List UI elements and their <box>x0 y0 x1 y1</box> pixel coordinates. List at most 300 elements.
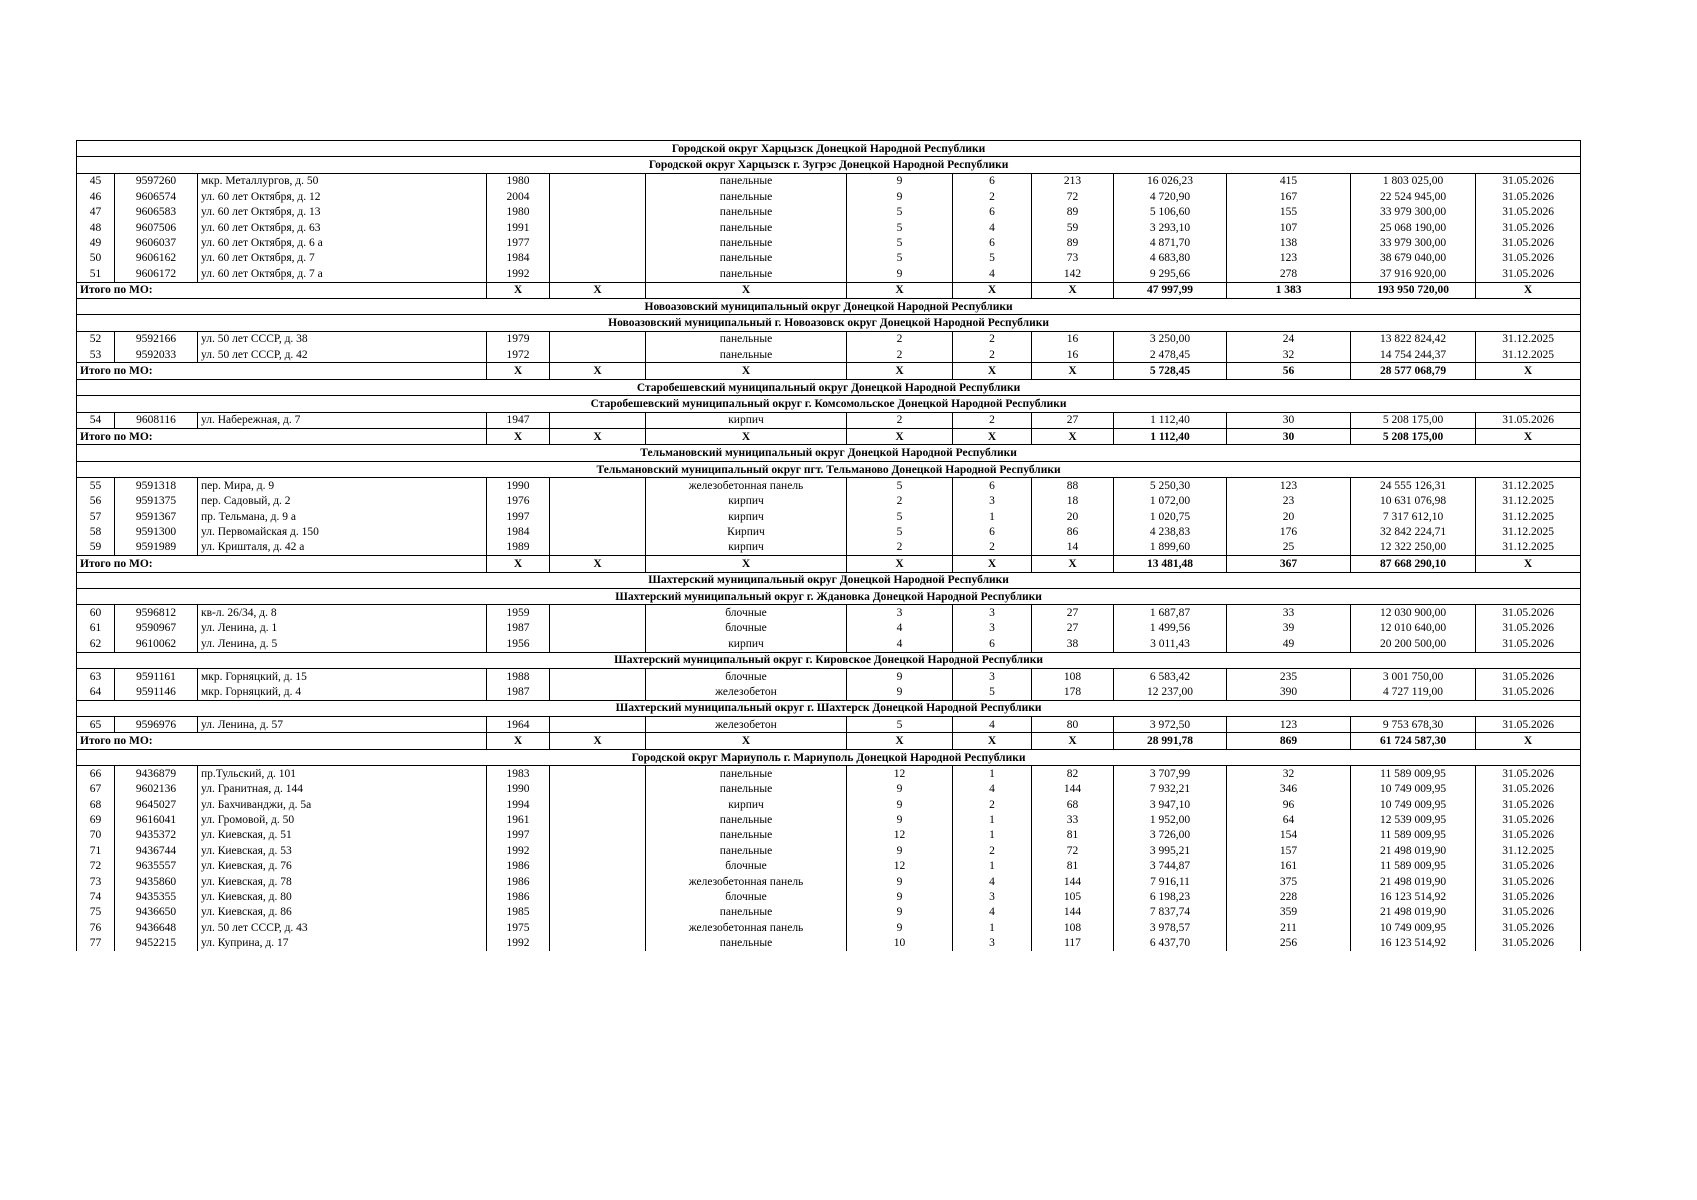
cell-floors: 9 <box>847 797 953 812</box>
cell-floors: 9 <box>847 266 953 282</box>
cell-row-number: 48 <box>77 220 115 235</box>
cell-year: 1987 <box>487 621 550 636</box>
cell-cost: 9 753 678,30 <box>1351 717 1476 733</box>
cell-apartments: 38 <box>1032 636 1114 652</box>
section-header: Новоазовский муниципальный округ Донецкой Народной Республики <box>77 298 1581 314</box>
section-header-row <box>77 652 1581 668</box>
table-row <box>77 605 1581 621</box>
cell-floors: 2 <box>847 412 953 428</box>
cell-floors: 5 <box>847 220 953 235</box>
cell-floors: 9 <box>847 812 953 827</box>
cell-deadline: 31.05.2026 <box>1476 266 1581 282</box>
cell-row-number: 74 <box>77 889 115 904</box>
cell-address: кв-л. 26/34, д. 8 <box>198 605 487 621</box>
total-apartments: X <box>1032 733 1114 749</box>
cell-apartments: 68 <box>1032 797 1114 812</box>
cell-object-id: 9435860 <box>115 874 198 889</box>
cell-apartments: 82 <box>1032 766 1114 782</box>
cell-object-id: 9436744 <box>115 843 198 858</box>
cell-apartments: 33 <box>1032 812 1114 827</box>
cell-year: 1986 <box>487 859 550 874</box>
cell-apartments: 27 <box>1032 412 1114 428</box>
cell-residents: 278 <box>1227 266 1351 282</box>
cell-wall-material: железобетонная панель <box>646 874 847 889</box>
cell-blank <box>550 478 646 494</box>
cell-address: ул. Гранитная, д. 144 <box>198 782 487 797</box>
cell-entrances: 6 <box>953 478 1032 494</box>
section-header: Шахтерский муниципальный округ г. Кировское Донецкой Народной Республики <box>77 652 1581 668</box>
table-row <box>77 509 1581 524</box>
total-row <box>77 282 1581 298</box>
cell-address: ул. 60 лет Октября, д. 7 а <box>198 266 487 282</box>
section-header: Шахтерский муниципальный округ г. Ждановка Донецкой Народной Республики <box>77 588 1581 604</box>
cell-residents: 346 <box>1227 782 1351 797</box>
cell-residents: 39 <box>1227 621 1351 636</box>
cell-residents: 23 <box>1227 494 1351 509</box>
total-floors: X <box>847 282 953 298</box>
cell-wall-material: панельные <box>646 905 847 920</box>
total-floors: X <box>847 429 953 445</box>
cell-address: ул. Куприна, д. 17 <box>198 936 487 951</box>
cell-address: ул. 60 лет Октября, д. 7 <box>198 251 487 266</box>
cell-blank <box>550 412 646 428</box>
cell-residents: 256 <box>1227 936 1351 951</box>
cell-cost: 21 498 019,90 <box>1351 843 1476 858</box>
total-wall-material: X <box>646 363 847 379</box>
cell-apartments: 14 <box>1032 540 1114 556</box>
cell-blank <box>550 859 646 874</box>
cell-apartments: 20 <box>1032 509 1114 524</box>
total-cost: 28 577 068,79 <box>1351 363 1476 379</box>
cell-row-number: 77 <box>77 936 115 951</box>
table-row <box>77 766 1581 782</box>
total-apartments: X <box>1032 556 1114 572</box>
cell-blank <box>550 874 646 889</box>
cell-year: 1984 <box>487 251 550 266</box>
total-floors: X <box>847 733 953 749</box>
section-header: Шахтерский муниципальный округ Донецкой Народной Республики <box>77 572 1581 588</box>
total-entrances: X <box>953 556 1032 572</box>
section-header: Городской округ Харцызск Донецкой Народной Республики <box>77 141 1581 157</box>
cell-area: 3 744,87 <box>1114 859 1227 874</box>
section-header: Старобешевский муниципальный округ г. Комсомольское Донецкой Народной Республики <box>77 396 1581 412</box>
total-floors: X <box>847 556 953 572</box>
cell-year: 1987 <box>487 684 550 700</box>
cell-entrances: 2 <box>953 189 1032 204</box>
cell-object-id: 9608116 <box>115 412 198 428</box>
cell-apartments: 178 <box>1032 684 1114 700</box>
cell-deadline: 31.05.2026 <box>1476 621 1581 636</box>
cell-wall-material: блочные <box>646 859 847 874</box>
cell-deadline: 31.05.2026 <box>1476 235 1581 250</box>
cell-area: 12 237,00 <box>1114 684 1227 700</box>
table-row <box>77 621 1581 636</box>
cell-cost: 38 679 040,00 <box>1351 251 1476 266</box>
total-row <box>77 556 1581 572</box>
cell-year: 1980 <box>487 205 550 220</box>
cell-apartments: 73 <box>1032 251 1114 266</box>
table-row <box>77 412 1581 428</box>
total-residents: 1 383 <box>1227 282 1351 298</box>
cell-address: мкр. Горняцкий, д. 4 <box>198 684 487 700</box>
cell-floors: 2 <box>847 347 953 363</box>
cell-address: ул. Набережная, д. 7 <box>198 412 487 428</box>
total-blank: X <box>550 733 646 749</box>
cell-apartments: 81 <box>1032 828 1114 843</box>
cell-wall-material: железобетон <box>646 684 847 700</box>
cell-area: 1 072,00 <box>1114 494 1227 509</box>
cell-apartments: 142 <box>1032 266 1114 282</box>
total-wall-material: X <box>646 282 847 298</box>
cell-entrances: 5 <box>953 684 1032 700</box>
table-body <box>77 141 1581 951</box>
cell-apartments: 88 <box>1032 478 1114 494</box>
cell-deadline: 31.05.2026 <box>1476 905 1581 920</box>
table-row <box>77 205 1581 220</box>
cell-residents: 96 <box>1227 797 1351 812</box>
cell-apartments: 81 <box>1032 859 1114 874</box>
total-wall-material: X <box>646 733 847 749</box>
cell-residents: 390 <box>1227 684 1351 700</box>
cell-floors: 9 <box>847 668 953 684</box>
cell-blank <box>550 540 646 556</box>
section-header-row <box>77 396 1581 412</box>
cell-residents: 30 <box>1227 412 1351 428</box>
cell-row-number: 63 <box>77 668 115 684</box>
cell-year: 1983 <box>487 766 550 782</box>
total-blank: X <box>550 429 646 445</box>
cell-blank <box>550 905 646 920</box>
total-row <box>77 733 1581 749</box>
cell-address: пер. Мира, д. 9 <box>198 478 487 494</box>
cell-object-id: 9610062 <box>115 636 198 652</box>
cell-address: ул. Ленина, д. 5 <box>198 636 487 652</box>
cell-residents: 415 <box>1227 173 1351 189</box>
section-header: Городской округ Харцызск г. Зугрэс Донецкой Народной Республики <box>77 157 1581 173</box>
section-header-row <box>77 315 1581 331</box>
cell-object-id: 9616041 <box>115 812 198 827</box>
cell-row-number: 45 <box>77 173 115 189</box>
cell-area: 2 478,45 <box>1114 347 1227 363</box>
cell-address: ул. Громовой, д. 50 <box>198 812 487 827</box>
cell-row-number: 69 <box>77 812 115 827</box>
cell-residents: 25 <box>1227 540 1351 556</box>
cell-floors: 9 <box>847 874 953 889</box>
cell-object-id: 9590967 <box>115 621 198 636</box>
section-header: Старобешевский муниципальный округ Донецкой Народной Республики <box>77 379 1581 395</box>
cell-year: 1989 <box>487 540 550 556</box>
cell-floors: 2 <box>847 331 953 347</box>
cell-deadline: 31.12.2025 <box>1476 331 1581 347</box>
cell-cost: 11 589 009,95 <box>1351 766 1476 782</box>
cell-apartments: 144 <box>1032 905 1114 920</box>
cell-wall-material: блочные <box>646 668 847 684</box>
cell-cost: 11 589 009,95 <box>1351 828 1476 843</box>
cell-object-id: 9606172 <box>115 266 198 282</box>
table-row <box>77 717 1581 733</box>
cell-entrances: 1 <box>953 766 1032 782</box>
total-cost: 87 668 290,10 <box>1351 556 1476 572</box>
cell-year: 1976 <box>487 494 550 509</box>
cell-residents: 161 <box>1227 859 1351 874</box>
section-header: Тельмановский муниципальный округ Донецкой Народной Республики <box>77 445 1581 461</box>
cell-entrances: 2 <box>953 540 1032 556</box>
total-residents: 56 <box>1227 363 1351 379</box>
cell-address: мкр. Металлургов, д. 50 <box>198 173 487 189</box>
cell-residents: 64 <box>1227 812 1351 827</box>
total-entrances: X <box>953 363 1032 379</box>
cell-area: 3 995,21 <box>1114 843 1227 858</box>
cell-apartments: 59 <box>1032 220 1114 235</box>
cell-entrances: 3 <box>953 494 1032 509</box>
cell-area: 3 972,50 <box>1114 717 1227 733</box>
cell-year: 1997 <box>487 509 550 524</box>
cell-area: 3 011,43 <box>1114 636 1227 652</box>
cell-residents: 359 <box>1227 905 1351 920</box>
table-row <box>77 347 1581 363</box>
cell-entrances: 1 <box>953 828 1032 843</box>
cell-entrances: 4 <box>953 717 1032 733</box>
cell-residents: 211 <box>1227 920 1351 935</box>
cell-cost: 1 803 025,00 <box>1351 173 1476 189</box>
cell-row-number: 50 <box>77 251 115 266</box>
cell-entrances: 1 <box>953 920 1032 935</box>
cell-row-number: 54 <box>77 412 115 428</box>
cell-deadline: 31.05.2026 <box>1476 636 1581 652</box>
cell-area: 3 947,10 <box>1114 797 1227 812</box>
cell-year: 1977 <box>487 235 550 250</box>
total-deadline: X <box>1476 733 1581 749</box>
cell-deadline: 31.12.2025 <box>1476 524 1581 539</box>
cell-area: 6 437,70 <box>1114 936 1227 951</box>
cell-area: 9 295,66 <box>1114 266 1227 282</box>
cell-year: 1992 <box>487 936 550 951</box>
cell-wall-material: Кирпич <box>646 524 847 539</box>
cell-residents: 375 <box>1227 874 1351 889</box>
cell-address: пр.Тульский, д. 101 <box>198 766 487 782</box>
cell-floors: 2 <box>847 494 953 509</box>
cell-entrances: 2 <box>953 347 1032 363</box>
table-row <box>77 797 1581 812</box>
total-year: X <box>487 733 550 749</box>
cell-entrances: 3 <box>953 936 1032 951</box>
cell-blank <box>550 524 646 539</box>
cell-entrances: 1 <box>953 859 1032 874</box>
cell-address: пр. Тельмана, д. 9 а <box>198 509 487 524</box>
cell-year: 1964 <box>487 717 550 733</box>
total-area: 5 728,45 <box>1114 363 1227 379</box>
cell-apartments: 72 <box>1032 843 1114 858</box>
cell-blank <box>550 717 646 733</box>
cell-entrances: 6 <box>953 205 1032 220</box>
cell-entrances: 4 <box>953 266 1032 282</box>
cell-residents: 157 <box>1227 843 1351 858</box>
cell-deadline: 31.05.2026 <box>1476 220 1581 235</box>
cell-object-id: 9591300 <box>115 524 198 539</box>
cell-wall-material: панельные <box>646 173 847 189</box>
cell-deadline: 31.05.2026 <box>1476 828 1581 843</box>
cell-deadline: 31.05.2026 <box>1476 189 1581 204</box>
cell-residents: 123 <box>1227 478 1351 494</box>
cell-year: 1972 <box>487 347 550 363</box>
cell-cost: 12 030 900,00 <box>1351 605 1476 621</box>
table-row <box>77 220 1581 235</box>
cell-entrances: 3 <box>953 605 1032 621</box>
cell-year: 1984 <box>487 524 550 539</box>
cell-year: 1956 <box>487 636 550 652</box>
cell-floors: 3 <box>847 605 953 621</box>
cell-row-number: 67 <box>77 782 115 797</box>
cell-row-number: 66 <box>77 766 115 782</box>
table-row <box>77 540 1581 556</box>
cell-address: ул. Киевская, д. 80 <box>198 889 487 904</box>
cell-area: 4 683,80 <box>1114 251 1227 266</box>
cell-blank <box>550 173 646 189</box>
cell-year: 1979 <box>487 331 550 347</box>
cell-row-number: 58 <box>77 524 115 539</box>
table-row <box>77 494 1581 509</box>
cell-floors: 5 <box>847 524 953 539</box>
cell-area: 1 499,56 <box>1114 621 1227 636</box>
cell-cost: 25 068 190,00 <box>1351 220 1476 235</box>
cell-area: 6 198,23 <box>1114 889 1227 904</box>
total-label: Итого по МО: <box>77 556 487 572</box>
cell-area: 4 871,70 <box>1114 235 1227 250</box>
cell-apartments: 86 <box>1032 524 1114 539</box>
section-header-row <box>77 445 1581 461</box>
cell-floors: 12 <box>847 766 953 782</box>
total-row <box>77 363 1581 379</box>
cell-object-id: 9602136 <box>115 782 198 797</box>
table-row <box>77 859 1581 874</box>
cell-object-id: 9607506 <box>115 220 198 235</box>
cell-object-id: 9606574 <box>115 189 198 204</box>
cell-blank <box>550 605 646 621</box>
cell-entrances: 3 <box>953 621 1032 636</box>
cell-floors: 4 <box>847 636 953 652</box>
table-row <box>77 843 1581 858</box>
cell-row-number: 55 <box>77 478 115 494</box>
cell-wall-material: панельные <box>646 235 847 250</box>
cell-apartments: 18 <box>1032 494 1114 509</box>
section-header-row <box>77 588 1581 604</box>
cell-row-number: 62 <box>77 636 115 652</box>
cell-cost: 10 749 009,95 <box>1351 782 1476 797</box>
cell-wall-material: блочные <box>646 605 847 621</box>
cell-entrances: 2 <box>953 331 1032 347</box>
cell-row-number: 76 <box>77 920 115 935</box>
cell-object-id: 9435355 <box>115 889 198 904</box>
cell-blank <box>550 347 646 363</box>
cell-floors: 5 <box>847 235 953 250</box>
cell-blank <box>550 936 646 951</box>
total-area: 1 112,40 <box>1114 429 1227 445</box>
total-entrances: X <box>953 282 1032 298</box>
cell-residents: 107 <box>1227 220 1351 235</box>
section-header-row <box>77 157 1581 173</box>
cell-residents: 176 <box>1227 524 1351 539</box>
cell-blank <box>550 766 646 782</box>
cell-residents: 235 <box>1227 668 1351 684</box>
total-floors: X <box>847 363 953 379</box>
section-header-row <box>77 572 1581 588</box>
total-deadline: X <box>1476 429 1581 445</box>
cell-blank <box>550 782 646 797</box>
cell-residents: 123 <box>1227 251 1351 266</box>
section-header-row <box>77 141 1581 157</box>
cell-deadline: 31.05.2026 <box>1476 812 1581 827</box>
cell-blank <box>550 684 646 700</box>
table-row <box>77 905 1581 920</box>
cell-entrances: 5 <box>953 251 1032 266</box>
cell-object-id: 9436879 <box>115 766 198 782</box>
total-residents: 367 <box>1227 556 1351 572</box>
cell-apartments: 117 <box>1032 936 1114 951</box>
cell-area: 3 293,10 <box>1114 220 1227 235</box>
cell-year: 1985 <box>487 905 550 920</box>
cell-blank <box>550 205 646 220</box>
cell-cost: 4 727 119,00 <box>1351 684 1476 700</box>
cell-blank <box>550 235 646 250</box>
cell-entrances: 6 <box>953 636 1032 652</box>
table-row <box>77 936 1581 951</box>
total-label: Итого по МО: <box>77 733 487 749</box>
total-wall-material: X <box>646 429 847 445</box>
cell-residents: 123 <box>1227 717 1351 733</box>
cell-blank <box>550 889 646 904</box>
table-row <box>77 782 1581 797</box>
cell-year: 1992 <box>487 266 550 282</box>
cell-address: ул. 60 лет Октября, д. 12 <box>198 189 487 204</box>
cell-blank <box>550 920 646 935</box>
cell-deadline: 31.05.2026 <box>1476 173 1581 189</box>
total-residents: 869 <box>1227 733 1351 749</box>
cell-floors: 5 <box>847 717 953 733</box>
cell-area: 5 250,30 <box>1114 478 1227 494</box>
cell-address: пер. Садовый, д. 2 <box>198 494 487 509</box>
cell-cost: 33 979 300,00 <box>1351 235 1476 250</box>
table-row <box>77 189 1581 204</box>
cell-area: 1 899,60 <box>1114 540 1227 556</box>
cell-residents: 33 <box>1227 605 1351 621</box>
total-row <box>77 429 1581 445</box>
cell-floors: 12 <box>847 859 953 874</box>
cell-area: 1 952,00 <box>1114 812 1227 827</box>
cell-year: 1997 <box>487 828 550 843</box>
cell-floors: 10 <box>847 936 953 951</box>
cell-floors: 9 <box>847 843 953 858</box>
cell-address: ул. 60 лет Октября, д. 13 <box>198 205 487 220</box>
cell-wall-material: панельные <box>646 205 847 220</box>
cell-cost: 12 010 640,00 <box>1351 621 1476 636</box>
cell-row-number: 75 <box>77 905 115 920</box>
cell-wall-material: панельные <box>646 331 847 347</box>
cell-deadline: 31.05.2026 <box>1476 936 1581 951</box>
cell-address: ул. Ленина, д. 57 <box>198 717 487 733</box>
cell-area: 5 106,60 <box>1114 205 1227 220</box>
cell-object-id: 9592033 <box>115 347 198 363</box>
cell-year: 1986 <box>487 874 550 889</box>
cell-residents: 32 <box>1227 766 1351 782</box>
cell-apartments: 27 <box>1032 605 1114 621</box>
cell-cost: 22 524 945,00 <box>1351 189 1476 204</box>
cell-cost: 33 979 300,00 <box>1351 205 1476 220</box>
cell-floors: 5 <box>847 251 953 266</box>
cell-deadline: 31.05.2026 <box>1476 684 1581 700</box>
cell-cost: 16 123 514,92 <box>1351 936 1476 951</box>
cell-floors: 5 <box>847 478 953 494</box>
cell-deadline: 31.05.2026 <box>1476 251 1581 266</box>
